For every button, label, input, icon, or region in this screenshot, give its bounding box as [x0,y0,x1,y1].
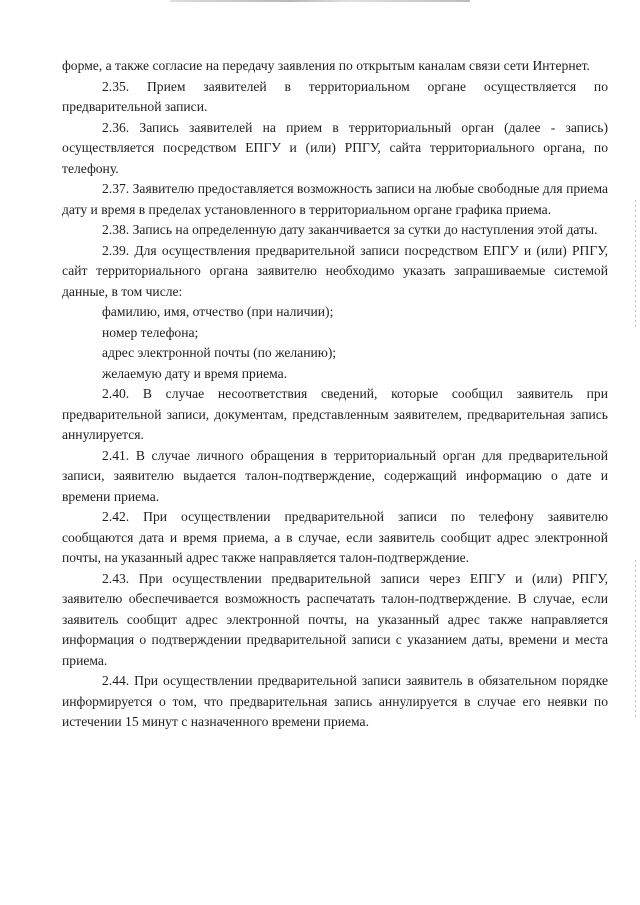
list-item: адрес электронной почты (по желанию); [102,345,337,360]
paragraph-2-39: 2.39. Для осуществления предварительной записи посредством ЕПГУ и (или) РПГУ, сайт территориального органа заявителю необходимо указать запрашиваемые системой данные, в том числе: [62,242,608,299]
scan-margin-artifact [635,200,636,330]
paragraph-continuation: форме, а также согласие на передачу заявления по открытым каналам связи сети Интернет. [62,58,590,73]
list-item: номер телефона; [102,324,199,340]
list-item: фамилию, имя, отчество (при наличии); [102,304,334,319]
required-data-list [62,302,608,384]
paragraph-2-41: 2.41. В случае личного обращения в территориальный орган для предварительной записи, заявителю выдается талон-подтверждение, содержащий информацию о дате и времени приема. [62,447,608,504]
paragraph-2-37: 2.37. Заявителю предоставляется возможность записи на любые свободные для приема дату и время в пределах установленного в территориальном органе графика приема. [62,181,608,217]
paragraph-2-35: 2.35. Прием заявителей в территориальном органе осуществляется по предварительной записи. [62,78,608,114]
paragraph-2-40: 2.40. В случае несоответствия сведений, которые сообщил заявитель при предварительной записи, документам, представленным заявителем, предварительная запись аннулируется. [62,386,608,442]
scan-edge-artifact [170,0,470,2]
document-page-body [62,56,608,733]
paragraph-2-42: 2.42. При осуществлении предварительной записи по телефону заявителю сообщаются дата и время приема, а в случае, если заявитель сообщит адрес электронной почты, на указанный адрес также направляется талон-подтверждение. [62,509,608,565]
scan-margin-artifact [635,560,636,720]
paragraph-2-36: 2.36. Запись заявителей на прием в территориальный орган (далее - запись) осуществляется посредством ЕПГУ и (или) РПГУ, сайта территориального органа, по телефону. [62,119,608,176]
paragraph-2-44: 2.44. При осуществлении предварительной записи заявитель в обязательном порядке информируется о том, что предварительная запись аннулируется в случае его неявки по истечении 15 минут с назначенного времени приема. [62,673,608,729]
list-item: желаемую дату и время приема. [102,365,288,381]
paragraph-2-38: 2.38. Запись на определенную дату заканчивается за сутки до наступления этой даты. [102,222,598,237]
paragraph-2-43: 2.43. При осуществлении предварительной записи через ЕПГУ и (или) РПГУ, заявителю обеспечивается возможность распечатать талон-подтверждение. В случае, если заявитель сообщит адрес электронной почты, на указанный адрес также направляется информация о подтверждении предварительной записи с указанием даты, времени и места приема. [62,570,608,668]
